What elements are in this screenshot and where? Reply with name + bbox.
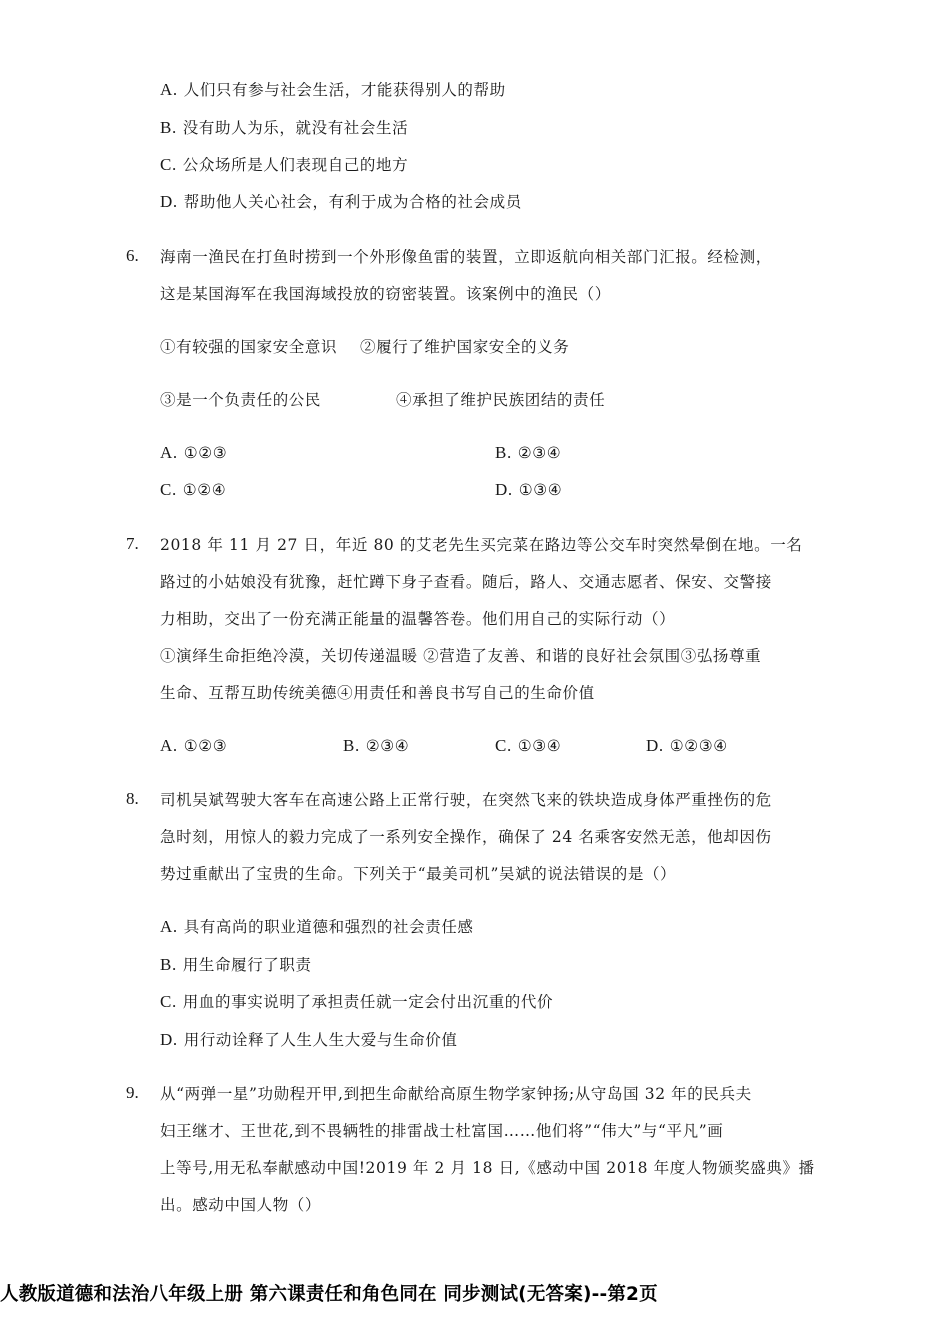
option-letter: D. [160,1030,178,1049]
question-6-item-4: ④承担了维护民族团结的责任 [396,391,606,409]
q7-option-d [646,736,728,756]
option-text: 用生命履行了职责 [182,956,312,974]
q8-option-c [160,992,553,1012]
question-7-stem-line: 路过的小姑娘没有犹豫，赶忙蹲下身子查看。随后，路人、交通志愿者、保安、交警接 [160,573,772,591]
q8-option-b [160,955,312,975]
option-letter: C. [495,736,512,755]
footer-text: 人教版道德和法治八年级上册 第六课责任和角色同在 同步测试(无答案)--第2页 [0,1284,658,1305]
option-text: ①②④ [182,481,227,499]
question-9-number: 9. [126,1083,139,1102]
option-text: 帮助他人关心社会，有利于成为合格的社会成员 [183,193,522,211]
q8-option-d [160,1030,457,1050]
option-letter: A. [160,443,178,462]
option-text: 没有助人为乐，就没有社会生活 [182,119,409,137]
option-text: 用血的事实说明了承担责任就一定会付出沉重的代价 [182,993,554,1011]
question-6-item-3: ③是一个负责任的公民 [160,391,322,409]
question-6-item-1: ①有较强的国家安全意识 [160,338,338,356]
question-7-stem-line: ①演绎生命拒绝冷漠，关切传递温暖 ②营造了友善、和谐的良好社会氛围③弘扬尊重 [160,647,762,665]
question-6-number: 6. [126,246,139,265]
option-letter: A. [160,917,178,936]
question-6-stem-line: 海南一渔民在打鱼时捞到一个外形像鱼雷的装置，立即返航向相关部门汇报。经检测， [160,248,772,266]
option-letter: D. [646,736,664,755]
option-text: ①②③ [183,737,228,755]
option-text: 公众场所是人们表现自己的地方 [182,156,409,174]
question-6-stem-line: 这是某国海军在我国海域投放的窃密装置。该案例中的渔民（） [160,285,611,303]
option-text: ①②③④ [669,737,728,755]
option-text: ②③④ [365,737,410,755]
question-8-number: 8. [126,789,139,808]
q8-option-a [160,917,474,937]
question-9-stem-line: 上等号,用无私奉献感动中国!2019 年 2 月 18 日,《感动中国 2018 年度人物颁奖盛典》播 [160,1159,815,1177]
q5-option-a [160,80,506,100]
question-7-stem-line: 力相助，交出了一份充满正能量的温馨答卷。他们用自己的实际行动（） [160,610,676,628]
q7-option-c [495,736,561,756]
q6-option-b [495,443,561,463]
question-9-stem-line: 从“两弹一星”功勋程开甲,到把生命献给高原生物学家钟扬;从守岛国 32 年的民兵夫 [160,1085,752,1103]
option-letter: A. [160,80,178,99]
question-8-stem-line: 势过重献出了宝贵的生命。下列关于“最美司机”吴斌的说法错误的是（） [160,865,677,883]
question-7-stem-line: 生命、互帮互助传统美德④用责任和善良书写自己的生命价值 [160,684,595,702]
option-letter: C. [160,992,177,1011]
q5-option-d [160,192,522,212]
q7-option-a [160,736,227,756]
option-letter: C. [160,480,177,499]
q6-option-d [495,480,562,500]
question-9-stem-line: 妇王继才、王世花,到不畏辆牲的排雷战士杜富国……他们将”“伟大”与“平凡”画 [160,1122,724,1140]
option-text: 具有高尚的职业道德和强烈的社会责任感 [183,918,474,936]
q5-option-c [160,155,408,175]
question-8-stem-line: 急时刻，用惊人的毅力完成了一系列安全操作，确保了 24 名乘客安然无恙，他却因伤 [160,828,772,846]
option-letter: D. [160,192,178,211]
option-text: ②③④ [517,444,562,462]
question-6-item-2: ②履行了维护国家安全的义务 [360,338,570,356]
option-text: ①③④ [517,737,562,755]
option-letter: C. [160,155,177,174]
option-text: ①②③ [183,444,228,462]
option-text: 用行动诠释了人生人生大爱与生命价值 [183,1031,458,1049]
question-9-stem-line: 出。感动中国人物（） [160,1196,322,1214]
option-letter: B. [343,736,360,755]
question-7-stem-line: 2018 年 11 月 27 日，年近 80 的艾老先生买完菜在路边等公交车时突然晕倒在地。一名 [160,536,803,554]
option-letter: A. [160,736,178,755]
option-text: 人们只有参与社会生活，才能获得别人的帮助 [183,81,506,99]
option-letter: B. [160,118,177,137]
q6-option-a [160,443,227,463]
option-text: ①③④ [518,481,563,499]
option-letter: D. [495,480,513,499]
page-footer [0,1283,950,1307]
option-letter: B. [160,955,177,974]
q7-option-b [343,736,409,756]
q6-option-c [160,480,226,500]
option-letter: B. [495,443,512,462]
question-8-stem-line: 司机吴斌驾驶大客车在高速公路上正常行驶，在突然飞来的铁块造成身体严重挫伤的危 [160,791,772,809]
q5-option-b [160,118,408,138]
question-7-number: 7. [126,534,139,553]
